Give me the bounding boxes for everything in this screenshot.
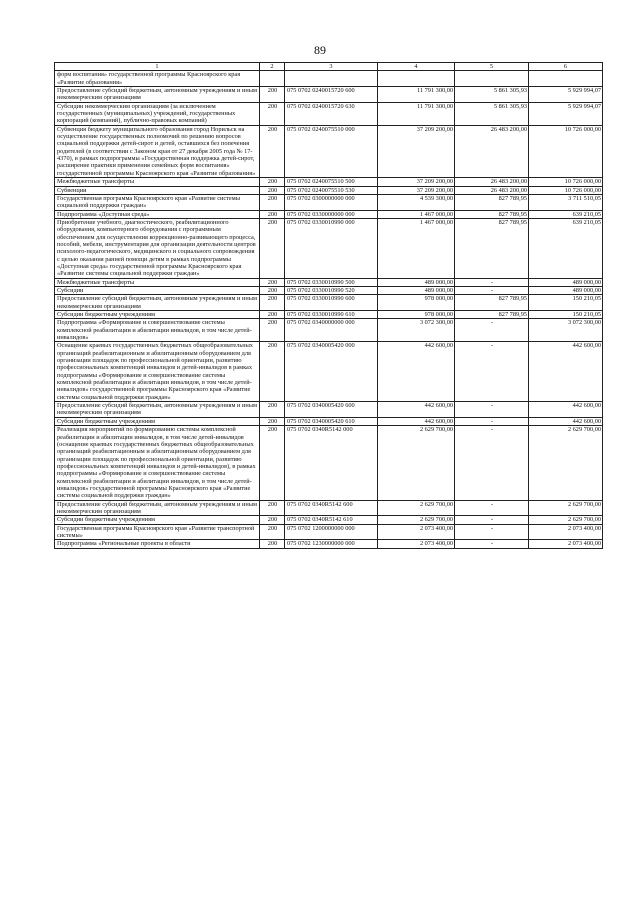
- row-name: Предоставление субсидий бюджетным, автономным учреждениям и иным некоммерческим организациям: [55, 500, 260, 516]
- table-row: [55, 342, 603, 402]
- row-budget-code: 075 0702 1200000000 000: [285, 524, 378, 540]
- row-line-code: 200: [260, 342, 285, 402]
- row-line-code: 200: [260, 540, 285, 548]
- row-line-code: 200: [260, 178, 285, 186]
- table-row: [55, 500, 603, 516]
- table-row: [55, 311, 603, 319]
- row-budget-code: 075 0702 0240015720 630: [285, 102, 378, 125]
- row-approved-amount: 1 467 000,00: [378, 218, 455, 278]
- table-row: [55, 402, 603, 418]
- table-row: [55, 540, 603, 548]
- row-line-code: 200: [260, 402, 285, 418]
- row-line-code: 200: [260, 524, 285, 540]
- table-row: [55, 186, 603, 194]
- row-line-code: 200: [260, 426, 285, 500]
- budget-execution-table: [54, 62, 603, 549]
- table-body: [55, 71, 603, 548]
- row-name: форм воспитания» государственной программы Красноярского края «Развитие образования»: [55, 71, 260, 87]
- row-remaining-amount: 150 210,05: [529, 295, 603, 311]
- row-executed-amount: -: [455, 516, 529, 524]
- row-executed-amount: -: [455, 319, 529, 342]
- table-row: [55, 417, 603, 425]
- row-remaining-amount: 442 600,00: [529, 402, 603, 418]
- row-line-code: 200: [260, 417, 285, 425]
- table-row: [55, 524, 603, 540]
- row-name: Субвенция бюджету муниципального образования город Норильск на осуществление государственных полномочий по решению вопросов социальной поддержки детей-сирот и детей, оставшихся без попечения родителей (в соответствии с Законом края от 27 декабря 2005 года № 17-4370), в рамках подпрограммы «Государственная поддержка детей-сирот, расширение практики применения семейных форм воспитания» государственной программы Красноярского края «Развитие образования»: [55, 125, 260, 177]
- row-remaining-amount: 10 726 000,00: [529, 186, 603, 194]
- row-approved-amount: 442 600,00: [378, 417, 455, 425]
- page-number: 89: [314, 43, 326, 57]
- row-executed-amount: 827 789,95: [455, 311, 529, 319]
- row-executed-amount: -: [455, 278, 529, 286]
- table-row: [55, 516, 603, 524]
- row-name: Подпрограмма «Доступная среда»: [55, 210, 260, 218]
- row-executed-amount: 827 789,95: [455, 194, 529, 210]
- row-executed-amount: 26 483 200,00: [455, 125, 529, 177]
- row-line-code: 200: [260, 516, 285, 524]
- row-name: Субсидии бюджетным учреждениям: [55, 417, 260, 425]
- row-executed-amount: -: [455, 426, 529, 500]
- row-executed-amount: 827 789,95: [455, 210, 529, 218]
- row-budget-code: 075 0702 0330010990 500: [285, 278, 378, 286]
- column-number: 6: [529, 63, 603, 71]
- row-executed-amount: -: [455, 500, 529, 516]
- column-number-row: [55, 63, 603, 71]
- row-name: Субсидии: [55, 286, 260, 294]
- column-number: 4: [378, 63, 455, 71]
- row-remaining-amount: 442 600,00: [529, 342, 603, 402]
- row-name: Межбюджетные трансферты: [55, 278, 260, 286]
- row-budget-code: 075 0702 0330010990 520: [285, 286, 378, 294]
- row-line-code: 200: [260, 210, 285, 218]
- row-approved-amount: 37 209 200,00: [378, 125, 455, 177]
- table-row: [55, 286, 603, 294]
- row-approved-amount: 442 600,00: [378, 342, 455, 402]
- row-approved-amount: 3 072 300,00: [378, 319, 455, 342]
- row-budget-code: 075 0702 0330000000 000: [285, 210, 378, 218]
- row-executed-amount: -: [455, 342, 529, 402]
- row-approved-amount: 978 000,00: [378, 295, 455, 311]
- row-remaining-amount: 2 629 700,00: [529, 500, 603, 516]
- row-approved-amount: 1 467 000,00: [378, 210, 455, 218]
- row-name: Оснащение краевых государственных бюджетных общеобразовательных организаций реабилитационным и абилитационным оборудованием для организации площадок по профессиональной ориентации, развитию профессиональных компетенций инвалидов и детей-инвалидов в рамках подпрограммы «Формирование и совершенствование системы комплексной реабилитации и абилитации инвалидов, в том числе детей-инвалидов» государственной программы Красноярского края «Развитие системы социальной поддержки граждан»: [55, 342, 260, 402]
- row-line-code: 200: [260, 311, 285, 319]
- row-approved-amount: 11 791 300,00: [378, 87, 455, 103]
- row-budget-code: 075 0702 0330010990 600: [285, 295, 378, 311]
- table-row: [55, 218, 603, 278]
- row-budget-code: 075 0702 0240075510 000: [285, 125, 378, 177]
- row-budget-code: [285, 71, 378, 87]
- table-row: [55, 71, 603, 87]
- row-name: Субсидии некоммерческим организациям (за исключением государственных (муниципальных) учреждений, государственных корпораций (компаний), публично-правовых компаний): [55, 102, 260, 125]
- row-line-code: 200: [260, 278, 285, 286]
- row-name: Субсидии бюджетным учреждениям: [55, 516, 260, 524]
- table-row: [55, 87, 603, 103]
- row-name: Приобретение учебного, диагностического, реабилитационного оборудования, компьютерного оборудования с программным обеспечением для осуществления коррекционно-развивающего процесса, пособий, мебели, инструментария для организации деятельности центров психолого-педагогического, медицинского и социального сопровождения с целью оказания ранней помощи детям в рамках подпрограммы «Доступная среда» государственной программы Красноярского края «Развитие системы социальной поддержки граждан»: [55, 218, 260, 278]
- row-executed-amount: 827 789,95: [455, 295, 529, 311]
- row-name: Предоставление субсидий бюджетным, автономным учреждениям и иным некоммерческим организациям: [55, 295, 260, 311]
- row-budget-code: 075 0702 0340005420 610: [285, 417, 378, 425]
- row-line-code: 200: [260, 286, 285, 294]
- row-remaining-amount: 2 629 700,00: [529, 426, 603, 500]
- row-budget-code: 075 0702 0240075510 500: [285, 178, 378, 186]
- row-line-code: 200: [260, 186, 285, 194]
- row-approved-amount: 2 629 700,00: [378, 426, 455, 500]
- row-executed-amount: 26 483 200,00: [455, 178, 529, 186]
- row-approved-amount: 978 000,00: [378, 311, 455, 319]
- row-approved-amount: 489 000,00: [378, 278, 455, 286]
- column-number: 3: [285, 63, 378, 71]
- row-budget-code: 075 0702 0340005420 600: [285, 402, 378, 418]
- row-approved-amount: 442 600,00: [378, 402, 455, 418]
- table-row: [55, 178, 603, 186]
- row-remaining-amount: [529, 71, 603, 87]
- table-row: [55, 194, 603, 210]
- row-approved-amount: [378, 71, 455, 87]
- row-budget-code: 075 0702 0240075510 530: [285, 186, 378, 194]
- row-budget-code: 075 0702 0340R5142 600: [285, 500, 378, 516]
- row-executed-amount: [455, 71, 529, 87]
- row-approved-amount: 489 000,00: [378, 286, 455, 294]
- row-name: Предоставление субсидий бюджетным, автономным учреждениям и иным некоммерческим организациям: [55, 402, 260, 418]
- table-row: [55, 125, 603, 177]
- row-executed-amount: -: [455, 402, 529, 418]
- row-executed-amount: -: [455, 524, 529, 540]
- table-row: [55, 426, 603, 500]
- row-name: Подпрограмма «Региональные проекты в области: [55, 540, 260, 548]
- row-approved-amount: 11 791 300,00: [378, 102, 455, 125]
- row-budget-code: 075 0702 0300000000 000: [285, 194, 378, 210]
- row-executed-amount: -: [455, 540, 529, 548]
- row-budget-code: 075 0702 0330010990 000: [285, 218, 378, 278]
- row-remaining-amount: 2 629 700,00: [529, 516, 603, 524]
- table-row: [55, 319, 603, 342]
- row-line-code: 200: [260, 295, 285, 311]
- row-line-code: 200: [260, 87, 285, 103]
- row-remaining-amount: 5 929 994,07: [529, 102, 603, 125]
- row-executed-amount: 5 861 305,93: [455, 87, 529, 103]
- row-name: Межбюджетные трансферты: [55, 178, 260, 186]
- row-budget-code: 075 0702 0340R5142 610: [285, 516, 378, 524]
- row-line-code: 200: [260, 102, 285, 125]
- row-remaining-amount: 639 210,05: [529, 210, 603, 218]
- row-executed-amount: 26 483 200,00: [455, 186, 529, 194]
- row-line-code: 200: [260, 125, 285, 177]
- row-remaining-amount: 639 210,05: [529, 218, 603, 278]
- row-name: Предоставление субсидий бюджетным, автономным учреждениям и иным некоммерческим организациям: [55, 87, 260, 103]
- row-remaining-amount: 150 210,05: [529, 311, 603, 319]
- row-name: Субвенции: [55, 186, 260, 194]
- row-name: Субсидии бюджетным учреждениям: [55, 311, 260, 319]
- row-name: Государственная программа Красноярского края «Развитие транспортной системы»: [55, 524, 260, 540]
- row-budget-code: 075 0702 0240015720 600: [285, 87, 378, 103]
- row-remaining-amount: 489 000,00: [529, 286, 603, 294]
- row-approved-amount: 2 073 400,00: [378, 540, 455, 548]
- row-remaining-amount: 3 711 510,05: [529, 194, 603, 210]
- row-approved-amount: 2 073 400,00: [378, 524, 455, 540]
- row-line-code: [260, 71, 285, 87]
- row-line-code: 200: [260, 319, 285, 342]
- row-approved-amount: 4 539 300,00: [378, 194, 455, 210]
- row-remaining-amount: 2 073 400,00: [529, 524, 603, 540]
- column-number: 1: [55, 63, 260, 71]
- row-name: Реализация мероприятий по формированию системы комплексной реабилитации и абилитации инвалидов, в том числе детей-инвалидов (оснащение краевых государственных бюджетных общеобразовательных организаций реабилитационным и абилитационным оборудованием для организации площадок по профессиональной ориентации, развитию профессиональных компетенций инвалидов и детей-инвалидов), в рамках подпрограммы «Формирование и совершенствование системы комплексной реабилитации и абилитации инвалидов, в том числе детей-инвалидов» государственной программы Красноярского края «Развитие системы социальной поддержки граждан»: [55, 426, 260, 500]
- row-remaining-amount: 2 073 400,00: [529, 540, 603, 548]
- row-budget-code: 075 0702 0340005420 000: [285, 342, 378, 402]
- row-line-code: 200: [260, 194, 285, 210]
- row-budget-code: 075 0702 0340000000 000: [285, 319, 378, 342]
- row-executed-amount: -: [455, 417, 529, 425]
- row-executed-amount: -: [455, 286, 529, 294]
- row-budget-code: 075 0702 1230000000 000: [285, 540, 378, 548]
- table-row: [55, 102, 603, 125]
- row-approved-amount: 2 629 700,00: [378, 500, 455, 516]
- row-approved-amount: 2 629 700,00: [378, 516, 455, 524]
- row-remaining-amount: 5 929 994,07: [529, 87, 603, 103]
- row-remaining-amount: 442 600,00: [529, 417, 603, 425]
- row-line-code: 200: [260, 500, 285, 516]
- row-approved-amount: 37 209 200,00: [378, 178, 455, 186]
- row-remaining-amount: 10 726 000,00: [529, 125, 603, 177]
- row-name: Подпрограмма «Формирование и совершенствование системы комплексной реабилитации и абилитации инвалидов, в том числе детей-инвалидов»: [55, 319, 260, 342]
- column-number: 2: [260, 63, 285, 71]
- row-line-code: 200: [260, 218, 285, 278]
- column-number: 5: [455, 63, 529, 71]
- table-row: [55, 210, 603, 218]
- row-remaining-amount: 489 000,00: [529, 278, 603, 286]
- row-executed-amount: 5 861 305,93: [455, 102, 529, 125]
- table-row: [55, 295, 603, 311]
- table-row: [55, 278, 603, 286]
- row-name: Государственная программа Красноярского края «Развитие системы социальной поддержки граждан»: [55, 194, 260, 210]
- row-budget-code: 075 0702 0330010990 610: [285, 311, 378, 319]
- row-budget-code: 075 0702 0340R5142 000: [285, 426, 378, 500]
- row-remaining-amount: 10 726 000,00: [529, 178, 603, 186]
- row-executed-amount: 827 789,95: [455, 218, 529, 278]
- row-remaining-amount: 3 072 300,00: [529, 319, 603, 342]
- row-approved-amount: 37 209 200,00: [378, 186, 455, 194]
